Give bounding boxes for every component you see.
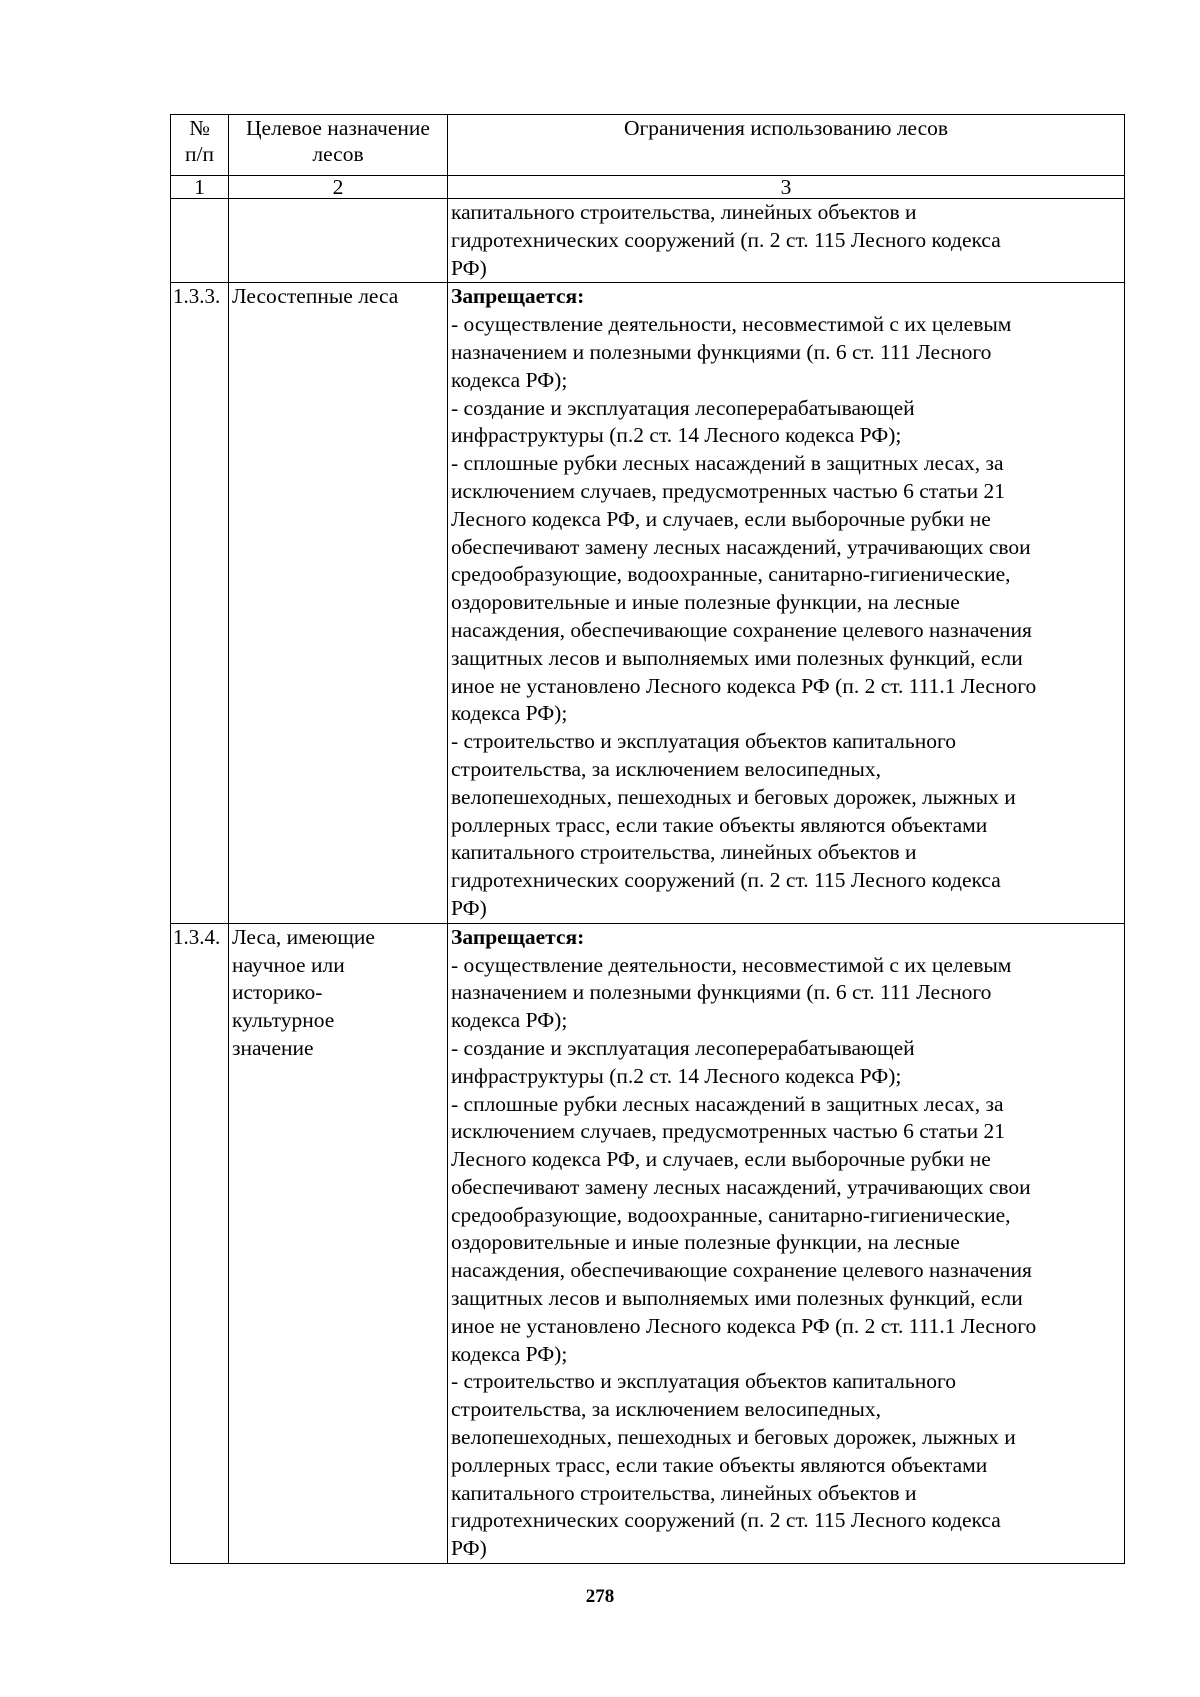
restriction-line: капитального строительства, линейных объектов и bbox=[451, 200, 917, 224]
restriction-line: назначением и полезными функциями (п. 6 ст. 111 Лесного bbox=[451, 339, 992, 364]
restriction-line: - создание и эксплуатация лесоперерабатывающей bbox=[451, 1035, 915, 1060]
restriction-line: защитных лесов и выполняемых ими полезных функций, если bbox=[451, 1286, 1023, 1311]
row-restrictions bbox=[448, 199, 1125, 283]
restriction-line: обеспечивают замену лесных насаждений, утрачивающих свои bbox=[451, 1174, 1031, 1199]
restriction-line: оздоровительные и иные полезные функции, на лесные bbox=[451, 1230, 960, 1255]
restriction-line: Лесного кодекса РФ, и случаев, если выборочные рубки не bbox=[451, 1147, 991, 1172]
restriction-line: исключением случаев, предусмотренных частью 6 статьи 21 bbox=[451, 478, 1005, 503]
header-purpose: Целевое назначение лесов bbox=[229, 115, 448, 176]
restriction-line: РФ) bbox=[451, 1536, 487, 1561]
restriction-line: строительства, за исключением велосипедных, bbox=[451, 756, 881, 781]
restriction-line: строительства, за исключением велосипедных, bbox=[451, 1397, 881, 1422]
restriction-line: роллерных трасс, если такие объекты являются объектами bbox=[451, 812, 988, 837]
restriction-line: кодекса РФ); bbox=[451, 701, 568, 726]
column-numbers-row bbox=[171, 176, 1125, 199]
table-row bbox=[171, 199, 1125, 283]
column-number: 2 bbox=[229, 176, 448, 199]
column-number: 3 bbox=[448, 176, 1125, 199]
row-number: 1.3.4. bbox=[171, 923, 229, 1563]
restriction-line: капитального строительства, линейных объектов и bbox=[451, 840, 917, 865]
restriction-line: гидротехнических сооружений (п. 2 ст. 115 Лесного кодекса bbox=[451, 868, 1001, 893]
restriction-line: велопешеходных, пешеходных и беговых дорожек, лыжных и bbox=[451, 1425, 1016, 1450]
purpose-line: культурное bbox=[232, 1008, 335, 1033]
purpose-line: историко- bbox=[232, 980, 323, 1005]
table-header-row bbox=[171, 115, 1125, 176]
restriction-heading: Запрещается: bbox=[451, 284, 585, 309]
restriction-line: гидротехнических сооружений (п. 2 ст. 115 Лесного кодекса bbox=[451, 1508, 1001, 1533]
restriction-line: насаждения, обеспечивающие сохранение целевого назначения bbox=[451, 1258, 1032, 1283]
table-row bbox=[171, 923, 1125, 1563]
purpose-line: Лесостепные леса bbox=[232, 284, 399, 309]
restriction-line: исключением случаев, предусмотренных частью 6 статьи 21 bbox=[451, 1119, 1005, 1144]
restriction-line: - создание и эксплуатация лесоперерабатывающей bbox=[451, 395, 915, 420]
restriction-line: роллерных трасс, если такие объекты являются объектами bbox=[451, 1452, 988, 1477]
restriction-line: обеспечивают замену лесных насаждений, утрачивающих свои bbox=[451, 534, 1031, 559]
page-number: 278 bbox=[585, 1586, 615, 1607]
restriction-line: назначением и полезными функциями (п. 6 ст. 111 Лесного bbox=[451, 980, 992, 1005]
restriction-line: - строительство и эксплуатация объектов капитального bbox=[451, 1369, 956, 1394]
restriction-line: средообразующие, водоохранные, санитарно-гигиенические, bbox=[451, 1202, 1011, 1227]
restriction-heading: Запрещается: bbox=[451, 924, 585, 949]
column-number: 1 bbox=[171, 176, 229, 199]
restriction-line: капитального строительства, линейных объектов и bbox=[451, 1480, 917, 1505]
restriction-line: кодекса РФ); bbox=[451, 1008, 568, 1033]
restriction-line: насаждения, обеспечивающие сохранение целевого назначения bbox=[451, 617, 1032, 642]
restriction-line: - осуществление деятельности, несовместимой с их целевым bbox=[451, 312, 1012, 337]
restriction-line: кодекса РФ); bbox=[451, 367, 568, 392]
restriction-line: инфраструктуры (п.2 ст. 14 Лесного кодекса РФ); bbox=[451, 1063, 902, 1088]
restriction-line: инфраструктуры (п.2 ст. 14 Лесного кодекса РФ); bbox=[451, 423, 902, 448]
restriction-line: - строительство и эксплуатация объектов капитального bbox=[451, 729, 956, 754]
purpose-line: научное или bbox=[232, 952, 345, 977]
restriction-line: иное не установлено Лесного кодекса РФ (п. 2 ст. 111.1 Лесного bbox=[451, 1313, 1037, 1338]
row-restrictions bbox=[448, 923, 1125, 1563]
restriction-line: гидротехнических сооружений (п. 2 ст. 115 Лесного кодекса bbox=[451, 227, 1001, 252]
restriction-line: кодекса РФ); bbox=[451, 1341, 568, 1366]
restriction-line: РФ) bbox=[451, 255, 487, 280]
restriction-line: - сплошные рубки лесных насаждений в защитных лесах, за bbox=[451, 451, 1004, 476]
purpose-line: значение bbox=[232, 1035, 314, 1060]
table-body bbox=[171, 199, 1125, 1564]
header-restrictions: Ограничения использованию лесов bbox=[448, 115, 1125, 176]
row-purpose bbox=[229, 199, 448, 283]
row-restrictions bbox=[448, 283, 1125, 923]
restriction-line: оздоровительные и иные полезные функции, на лесные bbox=[451, 590, 960, 615]
restrictions-table bbox=[170, 114, 1125, 1564]
table-row bbox=[171, 283, 1125, 923]
restriction-line: Лесного кодекса РФ, и случаев, если выборочные рубки не bbox=[451, 506, 991, 531]
restriction-line: велопешеходных, пешеходных и беговых дорожек, лыжных и bbox=[451, 784, 1016, 809]
purpose-line: Леса, имеющие bbox=[232, 924, 375, 949]
row-number bbox=[171, 199, 229, 283]
header-number: № п/п bbox=[171, 115, 229, 176]
row-purpose bbox=[229, 923, 448, 1563]
restriction-line: средообразующие, водоохранные, санитарно-гигиенические, bbox=[451, 562, 1011, 587]
row-purpose bbox=[229, 283, 448, 923]
restriction-line: - осуществление деятельности, несовместимой с их целевым bbox=[451, 952, 1012, 977]
restriction-line: - сплошные рубки лесных насаждений в защитных лесах, за bbox=[451, 1091, 1004, 1116]
restriction-line: иное не установлено Лесного кодекса РФ (п. 2 ст. 111.1 Лесного bbox=[451, 673, 1037, 698]
restriction-line: защитных лесов и выполняемых ими полезных функций, если bbox=[451, 645, 1023, 670]
row-number: 1.3.3. bbox=[171, 283, 229, 923]
restriction-line: РФ) bbox=[451, 895, 487, 920]
